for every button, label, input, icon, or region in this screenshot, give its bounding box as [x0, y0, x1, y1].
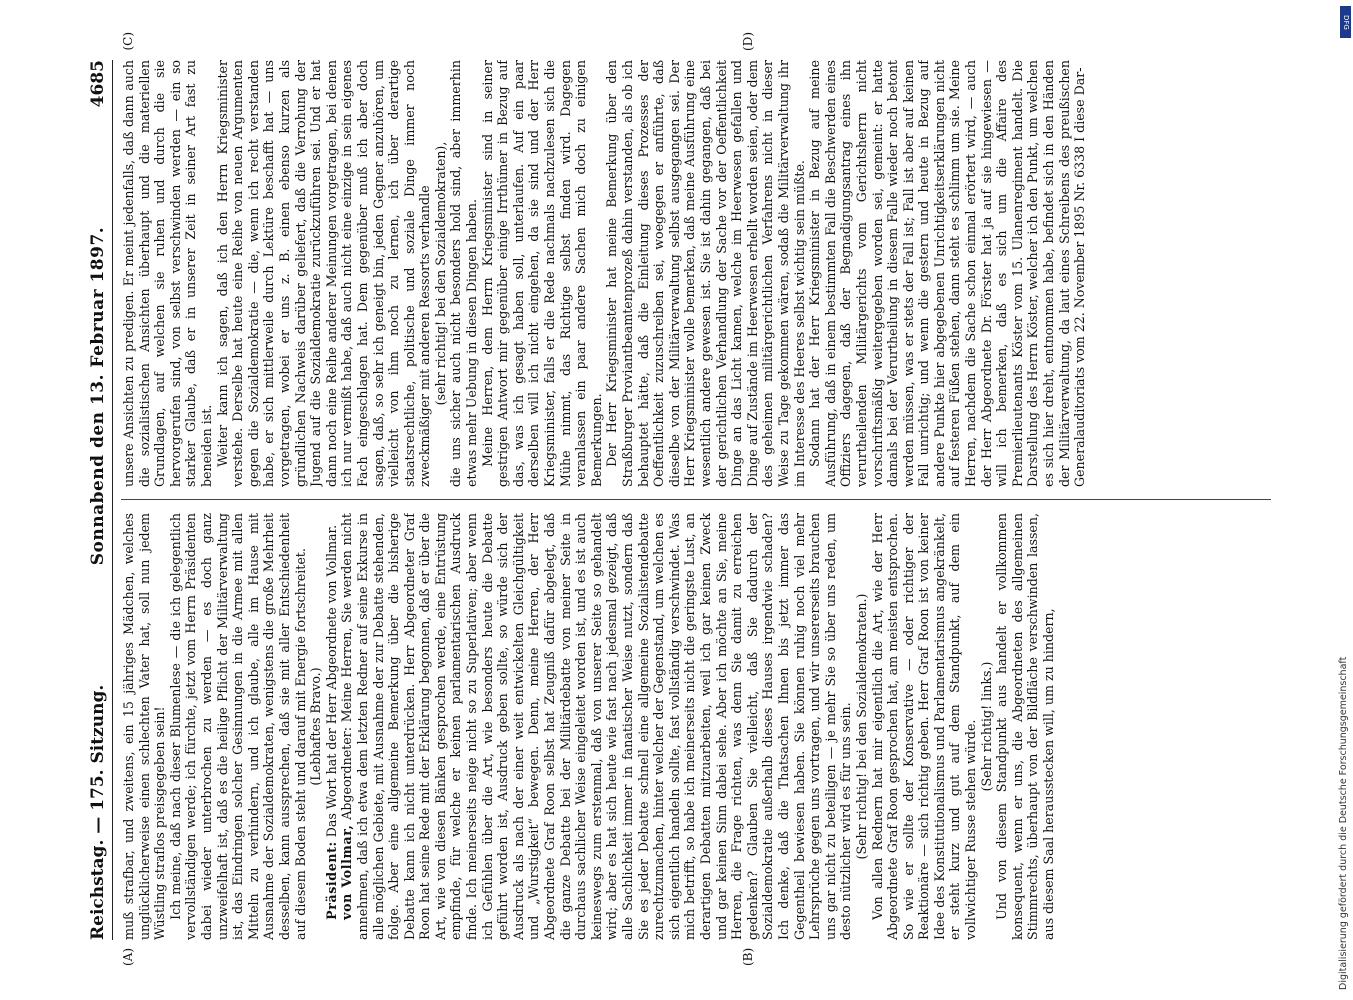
margin-marker-b: (B)	[741, 947, 755, 966]
margin-marker-d: (D)	[741, 32, 755, 51]
header-date: Sonnabend den 13. Februar 1897.	[88, 226, 108, 566]
document-page	[70, 30, 1310, 970]
interjection: (Sehr richtig! links.)	[978, 661, 994, 792]
interjection: (Sehr richtig! bei den Sozialdemokraten.)	[853, 593, 869, 860]
left-column	[121, 513, 1271, 940]
paragraph: die uns sicher auch nicht besonders hold sind, aber immerhin etwas mehr Uebung in diesen Dingen haben.	[448, 60, 480, 487]
text-columns	[121, 32, 1271, 966]
paragraph	[339, 513, 854, 940]
paragraph: Ich meine, daß nach dieser Blumenlese — die ich gelegentlich vervollständigen werde; ich fürchte, jetzt vom Herrn Präsidenten dabei wieder unterbrochen zu werden — es doch ganz unzweifelhaft ist, daß es die heilige Pflicht der Militärverwaltung ist, das Eindringen solcher Gesinnungen in die Armee mit allen Mitteln zu verhindern, und ich glaube, alle im Hause mit Ausnahme der Sozialdemokraten, wenigstens die große Mehrheit desselben, kann aussprechen, daß sie mit aller Entschiedenheit auf diesem Boden steht und darauf mit Energie fortschreitet.	[167, 513, 308, 940]
paragraph: Und von diesem Standpunkt aus handelt er vollkommen konsequent, wenn er uns, die Abgeordneten des allgemeinen Stimmrechts, überhaupt von der Bildfläche verschwinden lassen, aus diesem Saal herausstecken will, um zu hindern,	[994, 513, 1057, 940]
header-left: Reichstag. — 175. Sitzung.	[88, 684, 108, 940]
margin-marker-c: (C)	[121, 32, 135, 51]
speaker-label: Präsident:	[323, 841, 339, 920]
interjection: (Lebhaftes Bravo.)	[308, 667, 324, 786]
margin-marker-a: (A)	[121, 947, 135, 966]
paragraph: Von allen Rednern hat mir eigentlich die Art, wie der Herr Abgeordnete Graf Roon gesprochen hat, am meisten entsprochen. So wie er sollte der Konservative — oder richtiger der Reaktionäre — sich richtig geben. Herr Graf Roon ist von keiner Idee des Konstitutionalismus und Parlamentarismus angekränkelt, er steht kurz und gut auf dem Standpunkt, auf dem ein vollwichtiger Russe stehen würde.	[869, 513, 979, 940]
paragraph: Sodann hat der Herr Kriegsminister in Bezug auf meine Ausführung, daß in einem bestimmten Fall die Beschwerden eines Offiziers dagegen, daß der Begnadigungsantrag eines ihn verurtheilenden Militärgerichts vom Gerichtsherrn nicht vorschriftsmäßig weitergegeben worden sei, gemeint: er hatte damals bei der Verurtheilung in diesem Falle wieder noch betont werden müssen, was er stets der Fall ist; Fall ist aber auf keinen Fall unrichtig; und wenn die gestern und heute in Bezug auf andere Punkte hier abgegebenen Unrichtigkeitserklärungen nicht auf festeren Füßen stehen, dann steht es schlimm um sie. Meine Herren, nachdem die Sache schon einmal erörtert wird, — auch der Herr Abgeordnete Dr. Förster hat ja auf sie hingewiesen — will ich bemerken, daß es sich um die Affaire des Premierlieutenants Köster vom 15. Ulanenregiment handelt. Die Darstellung des Herrn Köster, welcher ich den Punkt, um welchen es sich hier dreht, entnommen habe, befindet sich in den Händen der Militärverwaltung, da laut eines Schreibens des preußischen Generalauditoriats vom 22. November 1895 Nr. 6338 I diese Dar-	[807, 60, 1088, 487]
page-number: 4685	[88, 60, 108, 108]
interjection: (sehr richtig! bei den Sozialdemokraten),	[432, 141, 448, 406]
paragraph: muß strafbar, und zweitens, ein 15 jähriges Mädchen, welches unglücklicherweise einen schlechten Vater hat, soll nun jedem Wüstling straflos preisgegeben sein!	[121, 513, 168, 940]
paragraph: unsere Ansichten zu predigen. Er meint jedenfalls, daß dann auch die sozialistischen Ansichten überhaupt und die materiellen Grundlagen, auf welchen sie ruhen und durch die sie hervorgerufen sind, von selbst verschwinden werden — ein so starker Glaube, daß er in unserer Zeit in seiner Art fast zu beneiden ist.	[121, 60, 214, 487]
paragraph: Weiter kann ich sagen, daß ich den Herrn Kriegsminister verstehe. Derselbe hat heute eine Reihe von neuen Argumenten gegen die Sozialdemokratie — die, wenn ich recht verstanden habe, er sich mittlerweile durch Lektüre beschafft hat — uns vorgetragen, wobei er uns z. B. einen ebenso kurzen als gründlichen Nachweis darüber geliefert, daß die Verrohung der Jugend auf die Sozialdemokratie zurückzuführen sei. Und er hat dann noch eine Reihe anderer Meinungen vorgetragen, bei denen ich nur vermißt habe, daß auch nicht eine einzige in sein eigenes Fach eingeschlagen hat. Dem gegenüber muß ich aber doch sagen, daß, so sehr ich geneigt bin, jeden Gegner anzuhören, um vielleicht von ihm noch zu lernen, ich über derartige staatsrechtliche, politische und soziale Dinge immer noch zweckmäßiger mit anderen Ressorts verhandle	[214, 60, 433, 487]
dfg-logo: DFG	[1340, 6, 1351, 38]
paragraph: Der Herr Kriegsminister hat meine Bemerkung über den Straßburger Proviantbeamtenprozeß dahin verstanden, als ob ich behauptet hätte, daß die Einleitung dieses Prozesses der Oeffentlichkeit zuzuschreiben sei, woegegen er anführte, daß dieselbe von der Militärverwaltung selbst ausgegangen sei. Der Herr Kriegsminister wolle bemerken, daß meine Ausführung eine wesentlich andere gewesen ist. Sie ist dahin gegangen, daß bei der gerichtlichen Verhandlung der Sache vor der Oeffentlichkeit Dinge an das Licht kamen, welche im Heerwesen gefallen und Dinge auf Zustände im Heerwesen erhellt worden seien, oder dem des geheimen militärgerichtlichen Verfahrens nicht in dieser Weise zu Tage gekommen wären, sodaß die Militärverwaltung ihr im Interesse des Heeres selbst wichtig sein müßte.	[604, 60, 807, 487]
speaker-label: von Vollmar,	[339, 824, 355, 920]
paragraph: Meine Herren, dem Herrn Kriegsminister sind in seiner gestrigen Antwort mir gegenüber einige Irrthümer in Bezug auf das, was ich gesagt haben soll, unterlaufen. Auf ein paar derselben will ich nicht eingehen, da sie sind und der Herr Kriegsminister, falls er die Rede nachmals nachzulesen sich die Mühe nimmt, das Richtige selbst finden wird. Dagegen veranlassen ein paar andere Sachen mich doch zu einigen Bemerkungen.	[479, 60, 604, 487]
paragraph	[324, 513, 340, 940]
paragraph-text: Das Wort hat der Herr Abgeordnete von Vollmar.	[323, 524, 339, 842]
digitization-notice: Digitalisierung gefördert durch die Deutsche Forschungsgemeinschaft	[1338, 656, 1349, 990]
right-column	[121, 60, 1271, 487]
paragraph-text: Abgeordneter: Meine Herren, Sie werden nicht annehmen, daß ich etwa dem letzten Redner auf seine Exkurse in alle möglichen Gebiete, mit Ausnahme der zur Debatte stehenden, folge. Aber eine allgemeine Bemerkung über die bisherige Debatte kann ich nicht unterdrücken. Herr Abgeordneter Graf Roon hat seine Rede mit der Erklärung begonnen, daß er über die Art, wie von diesen Bänken gesprochen werde, eine Entrüstung empfinde, für welche er keinen parlamentarischen Ausdruck finde. Ich meinerseits neige nicht so zu Superlativen; aber wenn ich Gefühlen über die Art, wie besonders heute die Debatte geführt worden ist, Ausdruck geben sollte, so würde sich der Ausdruck als nach der einer weit entwickelten Gleichgültigkeit und „Wurstigkeit“ bewegen. Denn, meine Herren, der Herr Abgeordnete Graf Roon selbst hat Zeugniß dafür abgelegt, daß die ganze Debatte bei der Militärdebatte von meiner Seite in durchaus sachlicher Weise eingeleitet worden ist, und es ist auch keineswegs zum erstenmal, daß von unserer Seite so gehandelt wird; aber es hat sich heute wie fast nach jedesmal gezeigt, daß alle Sachlichkeit immer in fanatischer Weise nutzt, sondern daß Sie es jeder Debatte schnell eine allgemeine Sozialistendebatte zurechtzumachen, hinter welcher der Gegenstand, um welchen es sich eigentlich handeln sollte, fast vollständig verschwindet. Was mich betrifft, so habe ich meinerseits nicht die geringste Lust, an derartigen Debatten mitzuarbeiten, weil ich gar keinen Zweck und gar keinen Sinn dabei sehe. Aber ich möchte an Sie, meine Herren, die Frage richten, was denn Sie damit zu erreichen gedenken? Glauben Sie vielleicht, daß Sie dadurch der Sozialdemokratie außerhalb dieses Hauses irgendwie schaden? Ich denke, daß die Thatsachen Ihnen bis jetzt immer das Gegentheil bewiesen haben. Sie können ruhig noch viel mehr Lehrsprüche gegen uns vortragen, und wir unsererseits brauchen uns gar nicht zu beteiligen — je mehr Sie so über uns reden, um desto nützlicher wird es für uns sein.	[339, 513, 854, 940]
header-rule	[112, 60, 113, 940]
page-header	[88, 60, 112, 940]
